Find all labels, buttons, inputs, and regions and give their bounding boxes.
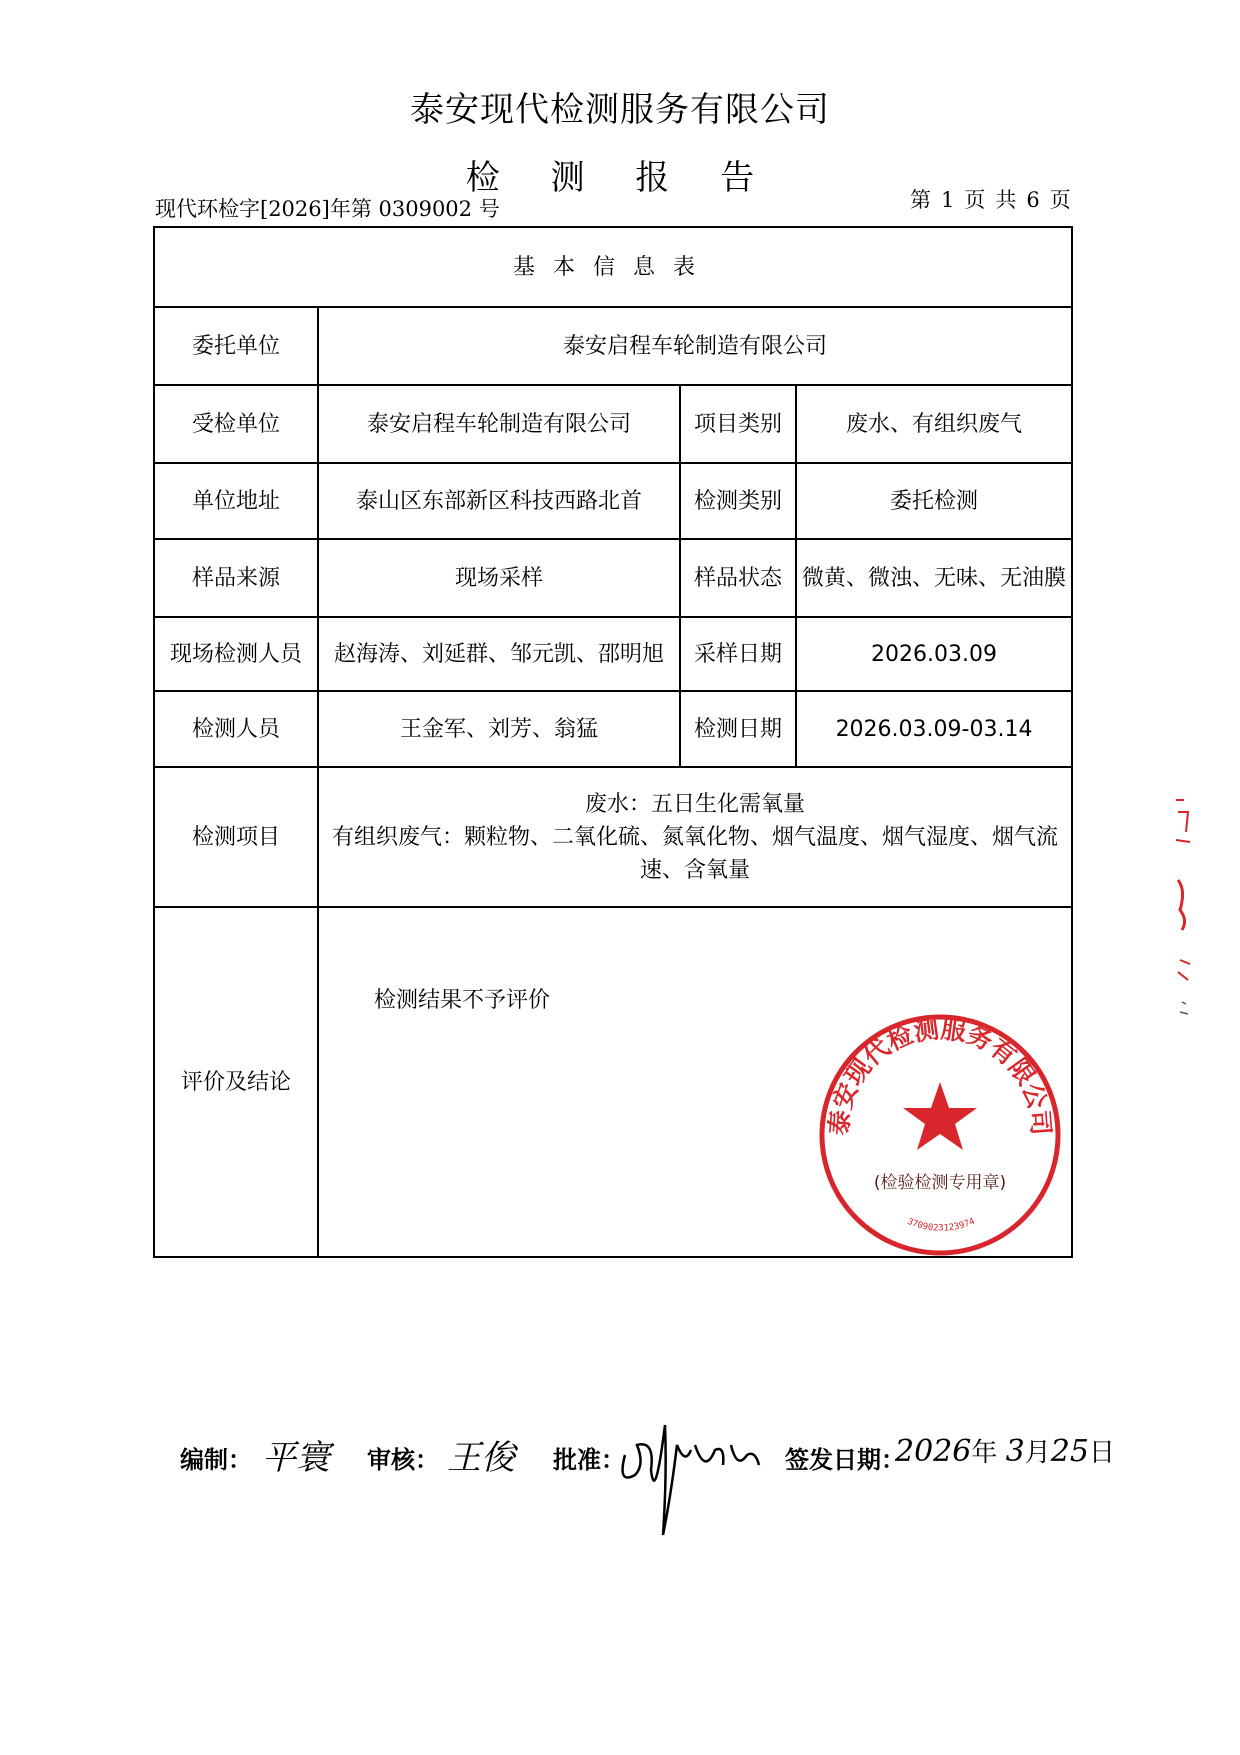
client-value: 泰安启程车轮制造有限公司 [318,307,1072,385]
page-indicator [905,184,1076,214]
issue-year: 2026 [895,1434,972,1469]
address-value: 泰山区东部新区科技西路北首 [318,463,680,539]
seal-ring [822,1017,1058,1253]
editor-signature: 平寰 [262,1438,330,1478]
seal-company-arc: 泰安现代检测服务有限公司 [824,1014,1056,1137]
report-title: 检 测 报 告 [465,158,775,198]
state-label: 样品状态 [680,539,796,617]
client-label: 委托单位 [154,307,318,385]
testers-value: 王金军、刘芳、翁猛 [318,691,680,767]
page-label: 页 [964,188,986,212]
testers-label: 检测人员 [154,691,318,767]
issue-date-field [785,1440,905,1475]
items-exhaust: 有组织废气：颗粒物、二氧化硫、氮氧化物、烟气温度、烟气湿度、烟气流速、含氧量 [332,824,1059,883]
page-seam-seal-fragment [1172,790,1196,1020]
report-number: 现代环检字[2026]年第 0309002 号 [155,197,500,221]
field-staff-label: 现场检测人员 [154,617,318,691]
page-current: 1 [941,188,955,212]
seal-subtitle: (检验检测专用章) [873,1173,1007,1193]
test-type-value: 委托检测 [796,463,1072,539]
approver-signature [615,1415,765,1559]
category-label: 项目类别 [680,385,796,463]
address-label: 单位地址 [154,463,318,539]
conclusion-label: 评价及结论 [154,907,318,1257]
approver-label: 批准： [553,1446,625,1474]
editor-label: 编制： [180,1446,252,1474]
seal-code: 3709023123974 [905,1216,977,1234]
source-label: 样品来源 [154,539,318,617]
test-date-label: 检测日期 [680,691,796,767]
issue-date-label: 签发日期： [785,1446,905,1474]
page-label: 共 [995,188,1017,212]
page-total: 6 [1026,188,1040,212]
inspected-value: 泰安启程车轮制造有限公司 [318,385,680,463]
seal-star-icon [903,1082,977,1150]
inspected-label: 受检单位 [154,385,318,463]
company-name: 泰安现代检测服务有限公司 [410,90,830,130]
editor-field [180,1440,252,1475]
field-staff-value: 赵海涛、刘延群、邹元凯、邵明旭 [318,617,680,691]
conclusion-value: 检测结果不予评价 [374,988,551,1013]
issue-month: 3 [1005,1434,1025,1469]
issue-month-unit: 月 [1024,1438,1051,1468]
issue-year-unit: 年 [971,1438,998,1468]
items-wastewater: 废水：五日生化需氧量 [585,791,806,817]
test-type-label: 检测类别 [680,463,796,539]
issue-date-value [895,1432,1115,1469]
issue-day: 25 [1050,1434,1089,1469]
items-value [318,767,1072,907]
official-seal [815,1010,1065,1260]
items-label: 检测项目 [154,767,318,907]
sampling-date-label: 采样日期 [680,617,796,691]
test-date-value: 2026.03.09-03.14 [796,691,1072,767]
table-title: 基本信息表 [154,227,1072,307]
reviewer-label: 审核： [367,1446,439,1474]
approver-signature-strokes [615,1415,765,1555]
reviewer-field [367,1440,439,1475]
reviewer-signature: 王俊 [447,1438,515,1478]
issue-day-unit: 日 [1088,1438,1115,1468]
sampling-date-value: 2026.03.09 [796,617,1072,691]
source-value: 现场采样 [318,539,680,617]
page-label: 第 [910,188,931,212]
state-value: 微黄、微浊、无味、无油膜 [796,539,1072,617]
page-label: 页 [1049,188,1071,212]
category-value: 废水、有组织废气 [796,385,1072,463]
